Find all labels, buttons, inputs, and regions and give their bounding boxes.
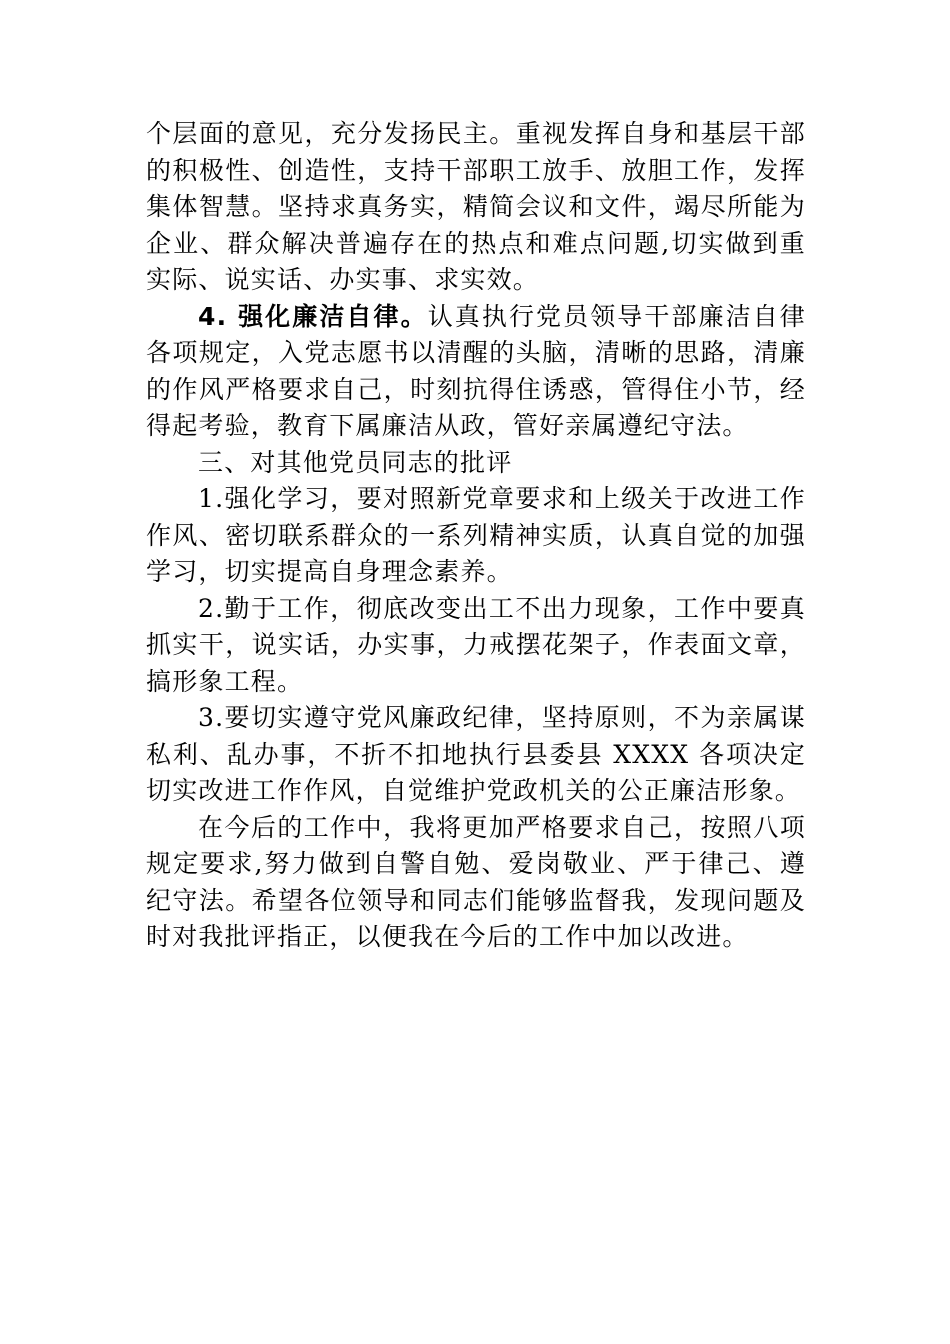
- paragraph-item-1: 1.强化学习，要对照新党章要求和上级关于改进工作作风、密切联系群众的一系列精神实质，认真自觉的加强学习，切实提高自身理念素养。: [146, 484, 806, 586]
- paragraph-integrity: [146, 299, 806, 445]
- paragraph-item-2: 2.勤于工作，彻底改变出工不出力现象，工作中要真抓实干，说实话，办实事，力戒摆花架子，作表面文章，搞形象工程。: [146, 593, 806, 696]
- section-heading: 三、对其他党员同志的批评: [198, 447, 513, 477]
- paragraph-body: 认真执行党员领导干部廉洁自律各项规定，入党志愿书以清醒的头脑，清晰的思路，清廉的作风严格要求自己，时刻抗得住诱惑，管得住小节，经得起考验，教育下属廉洁从政，管好亲属遵纪守法。: [146, 301, 806, 440]
- paragraph-conclusion: 在今后的工作中，我将更加严格要求自己，按照八项规定要求,努力做到自警自勉、爱岗敬业、严于律己、遵纪守法。希望各位领导和同志们能够监督我，发现问题及时对我批评指正，以便我在今后的工作中加以改进。: [146, 812, 806, 951]
- paragraph-lead: 4. 强化廉洁自律。: [198, 301, 428, 331]
- document-page: [146, 116, 806, 956]
- paragraph-continuation: 个层面的意见，充分发扬民主。重视发挥自身和基层干部的积极性、创造性，支持干部职工放手、放胆工作，发挥集体智慧。坚持求真务实，精简会议和文件，竭尽所能为企业、群众解决普遍存在的热点和难点问题,切实做到重实际、说实话、办实事、求实效。: [146, 119, 806, 294]
- paragraph-item-3: 3.要切实遵守党风廉政纪律，坚持原则，不为亲属谋私利、乱办事，不折不扣地执行县委县 XXXX 各项决定切实改进工作作风，自觉维护党政机关的公正廉洁形象。: [146, 703, 806, 805]
